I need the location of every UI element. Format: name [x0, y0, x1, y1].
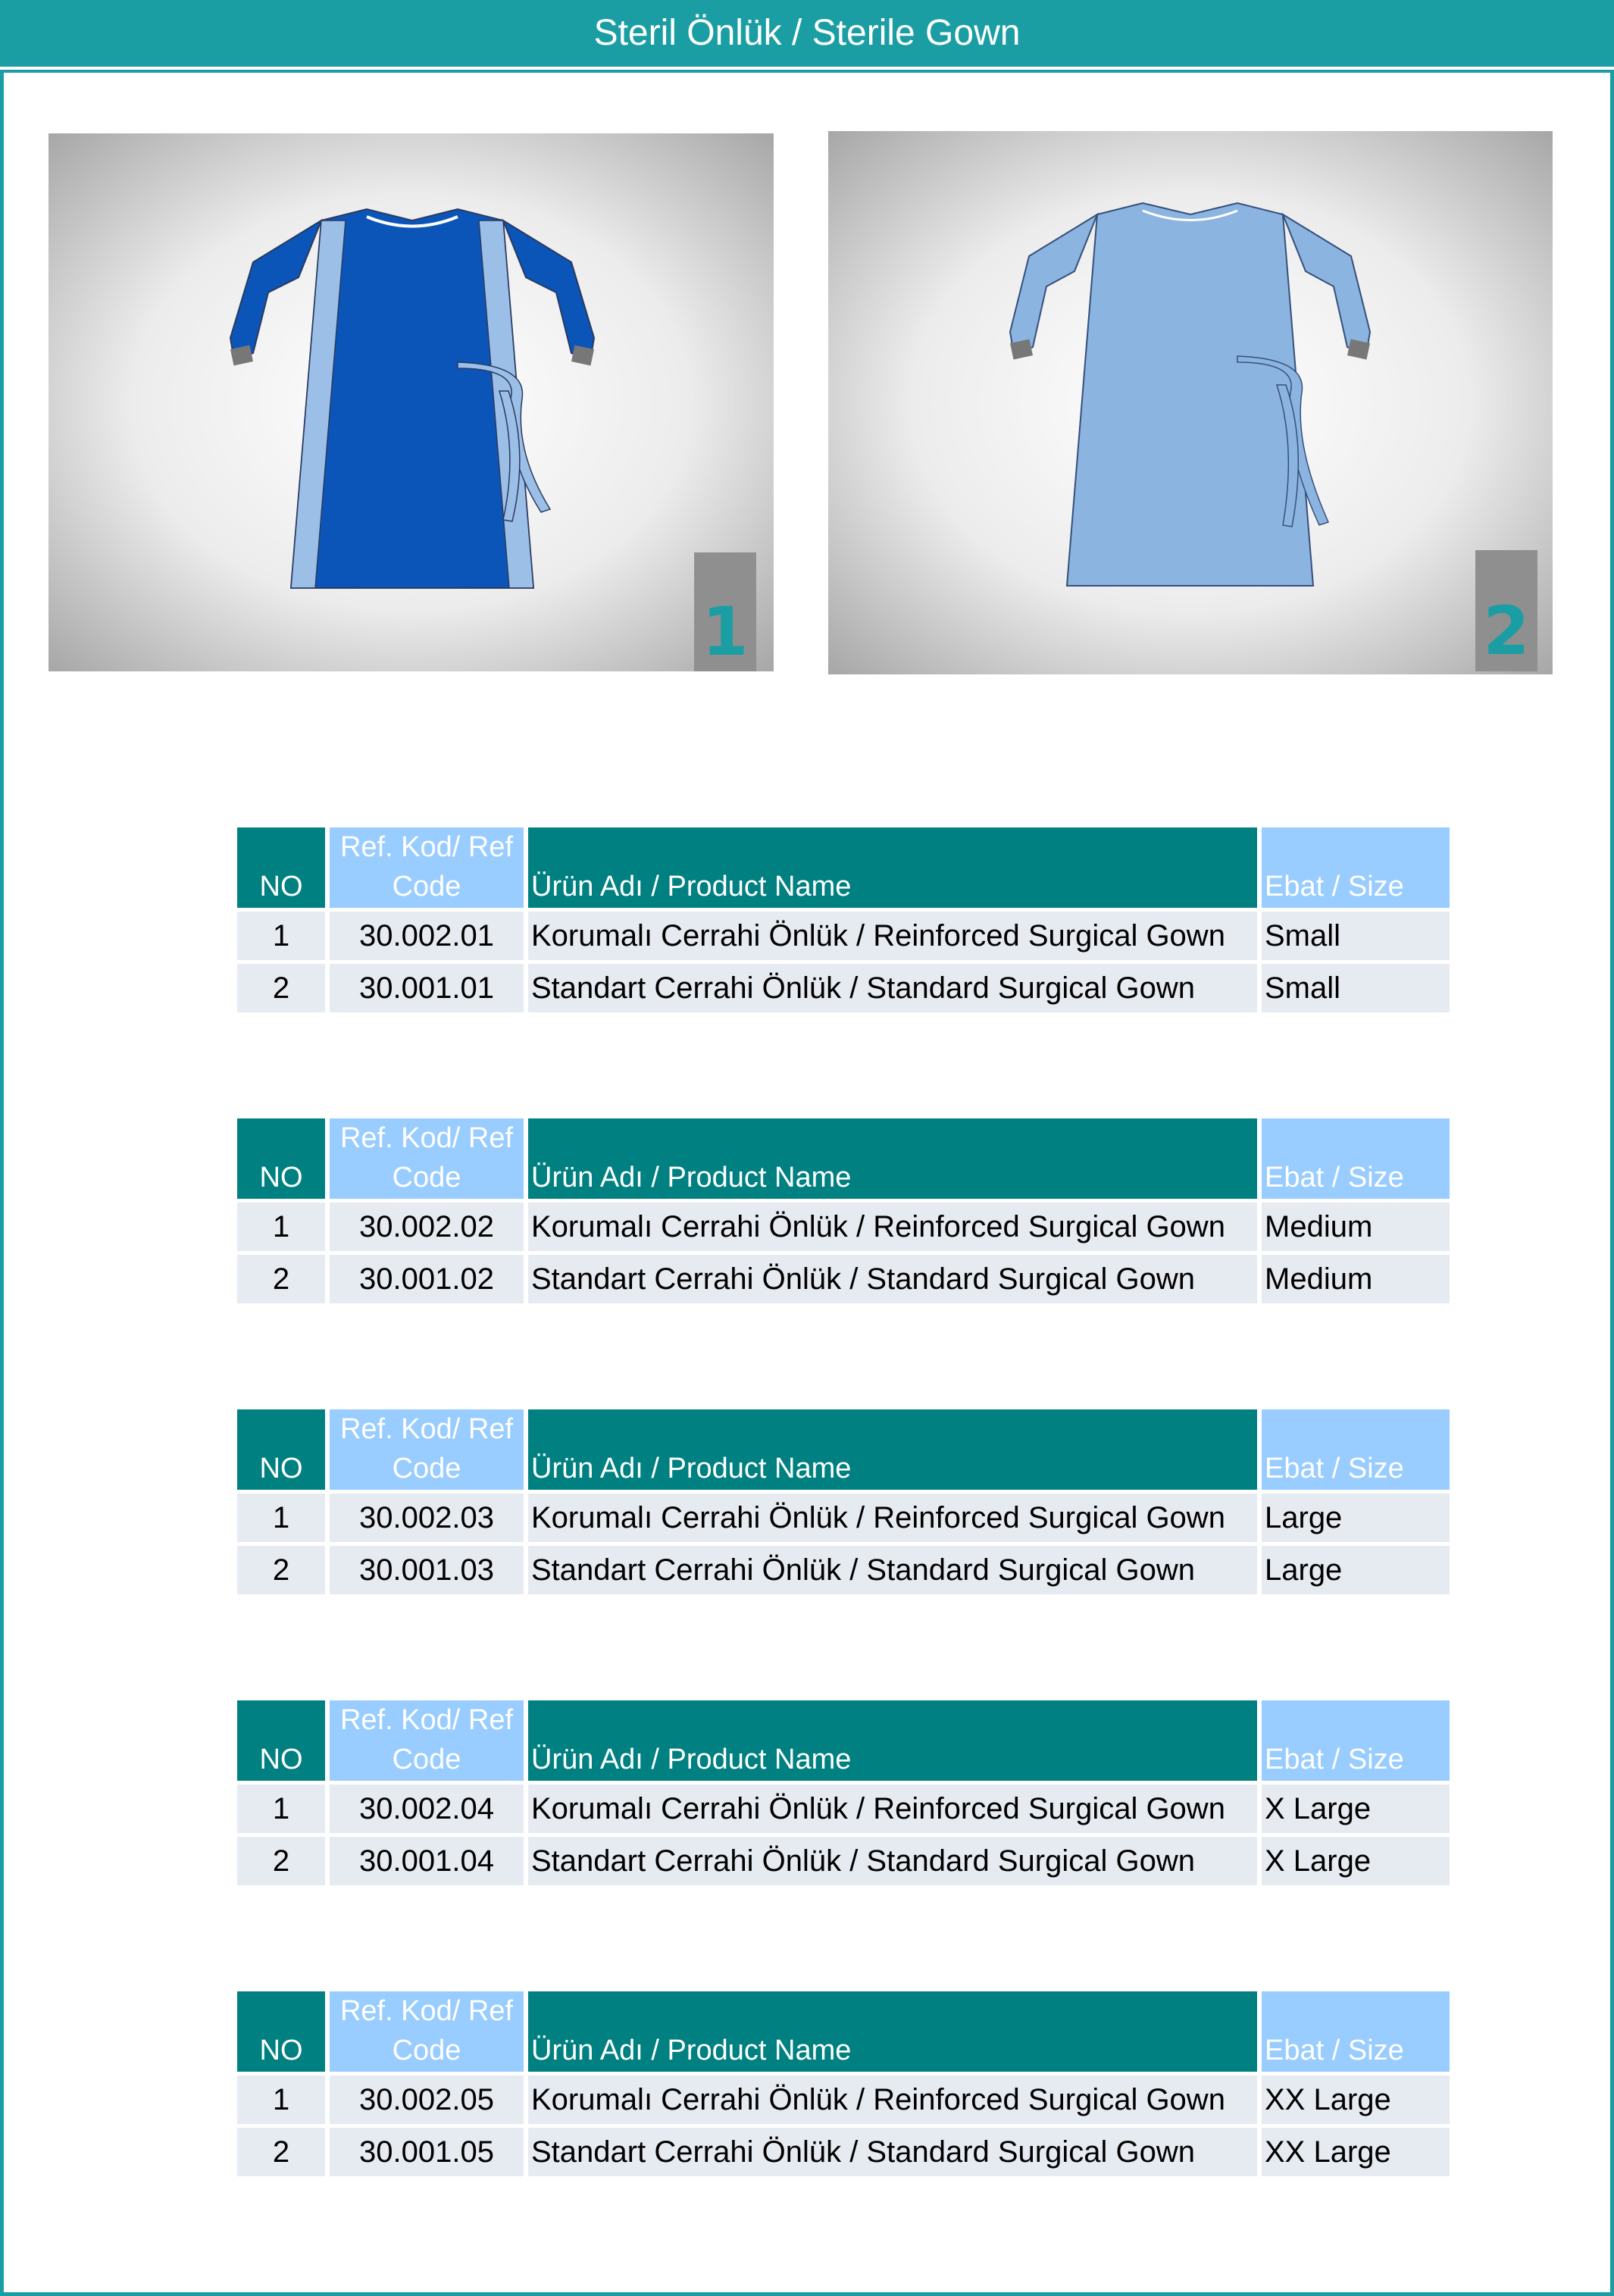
table-row-cell-no: 1	[237, 1494, 325, 1542]
table-row-cell-name: Korumalı Cerrahi Önlük / Reinforced Surgical Gown	[528, 1785, 1257, 1833]
table-row-cell-code: 30.002.02	[330, 1203, 524, 1251]
header-no: NO	[237, 1700, 325, 1781]
table-row-cell-name: Korumalı Cerrahi Önlük / Reinforced Surgical Gown	[528, 2075, 1257, 2124]
table-row-cell-no: 1	[237, 2075, 325, 2124]
table-row-cell-no: 2	[237, 1837, 325, 1885]
table-row-cell-size: Large	[1262, 1546, 1450, 1594]
header-product-name: Ürün Adı / Product Name	[528, 1991, 1257, 2072]
table-row-cell-size: Small	[1262, 912, 1450, 960]
table-row-cell-no: 2	[237, 964, 325, 1012]
header-no: NO	[237, 1991, 325, 2072]
table-row-cell-code: 30.002.01	[330, 912, 524, 960]
header-size: Ebat / Size	[1262, 1700, 1450, 1781]
header-no: NO	[237, 1409, 325, 1490]
header-ref-code: Ref. Kod/ Ref Code	[330, 827, 524, 908]
table-row-cell-name: Standart Cerrahi Önlük / Standard Surgical Gown	[528, 1255, 1257, 1303]
table-row-cell-size: XX Large	[1262, 2075, 1450, 2124]
page-title: Steril Önlük / Sterile Gown	[593, 13, 1021, 53]
table-row-cell-name: Korumalı Cerrahi Önlük / Reinforced Surgical Gown	[528, 1494, 1257, 1542]
gown-photo-1	[48, 133, 774, 671]
gown-badge-1: 1	[702, 593, 749, 671]
table-row-cell-code: 30.001.04	[330, 1837, 524, 1885]
header-ref-code: Ref. Kod/ Ref Code	[330, 1118, 524, 1199]
product-table-medium	[237, 1118, 1450, 1305]
table-row-cell-no: 1	[237, 1203, 325, 1251]
table-row-cell-name: Standart Cerrahi Önlük / Standard Surgical Gown	[528, 2128, 1257, 2176]
table-row-cell-size: Medium	[1262, 1203, 1450, 1251]
product-table-large	[237, 1409, 1450, 1596]
table-row-cell-code: 30.001.01	[330, 964, 524, 1012]
table-row-cell-name: Standart Cerrahi Önlük / Standard Surgical Gown	[528, 1546, 1257, 1594]
table-row-cell-no: 1	[237, 1785, 325, 1833]
table-row-cell-no: 2	[237, 1546, 325, 1594]
table-row-cell-size: X Large	[1262, 1837, 1450, 1885]
product-table-xx-large	[237, 1991, 1450, 2178]
table-row-cell-size: Large	[1262, 1494, 1450, 1542]
table-row-cell-code: 30.002.04	[330, 1785, 524, 1833]
table-row-cell-code: 30.001.05	[330, 2128, 524, 2176]
table-row-cell-name: Standart Cerrahi Önlük / Standard Surgical Gown	[528, 1837, 1257, 1885]
header-no: NO	[237, 827, 325, 908]
header-product-name: Ürün Adı / Product Name	[528, 1118, 1257, 1199]
header-ref-code: Ref. Kod/ Ref Code	[330, 1409, 524, 1490]
product-table-small	[237, 827, 1450, 1014]
header-product-name: Ürün Adı / Product Name	[528, 827, 1257, 908]
header-size: Ebat / Size	[1262, 827, 1450, 908]
table-row-cell-name: Korumalı Cerrahi Önlük / Reinforced Surgical Gown	[528, 912, 1257, 960]
table-row-cell-size: Medium	[1262, 1255, 1450, 1303]
gown-photo-2	[828, 131, 1553, 674]
table-row-cell-code: 30.002.03	[330, 1494, 524, 1542]
header-product-name: Ürün Adı / Product Name	[528, 1700, 1257, 1781]
gown-badge-2: 2	[1483, 592, 1530, 670]
table-row-cell-code: 30.001.02	[330, 1255, 524, 1303]
header-product-name: Ürün Adı / Product Name	[528, 1409, 1257, 1490]
header-size: Ebat / Size	[1262, 1991, 1450, 2072]
table-row-cell-size: X Large	[1262, 1785, 1450, 1833]
header-ref-code: Ref. Kod/ Ref Code	[330, 1700, 524, 1781]
table-row-cell-code: 30.002.05	[330, 2075, 524, 2124]
table-row-cell-no: 1	[237, 912, 325, 960]
header-size: Ebat / Size	[1262, 1409, 1450, 1490]
table-row-cell-no: 2	[237, 1255, 325, 1303]
table-row-cell-size: Small	[1262, 964, 1450, 1012]
table-row-cell-size: XX Large	[1262, 2128, 1450, 2176]
table-row-cell-code: 30.001.03	[330, 1546, 524, 1594]
header-no: NO	[237, 1118, 325, 1199]
table-row-cell-name: Standart Cerrahi Önlük / Standard Surgical Gown	[528, 964, 1257, 1012]
table-row-cell-name: Korumalı Cerrahi Önlük / Reinforced Surgical Gown	[528, 1203, 1257, 1251]
product-table-x-large	[237, 1700, 1450, 1887]
header-ref-code: Ref. Kod/ Ref Code	[330, 1991, 524, 2072]
header-size: Ebat / Size	[1262, 1118, 1450, 1199]
table-row-cell-no: 2	[237, 2128, 325, 2176]
